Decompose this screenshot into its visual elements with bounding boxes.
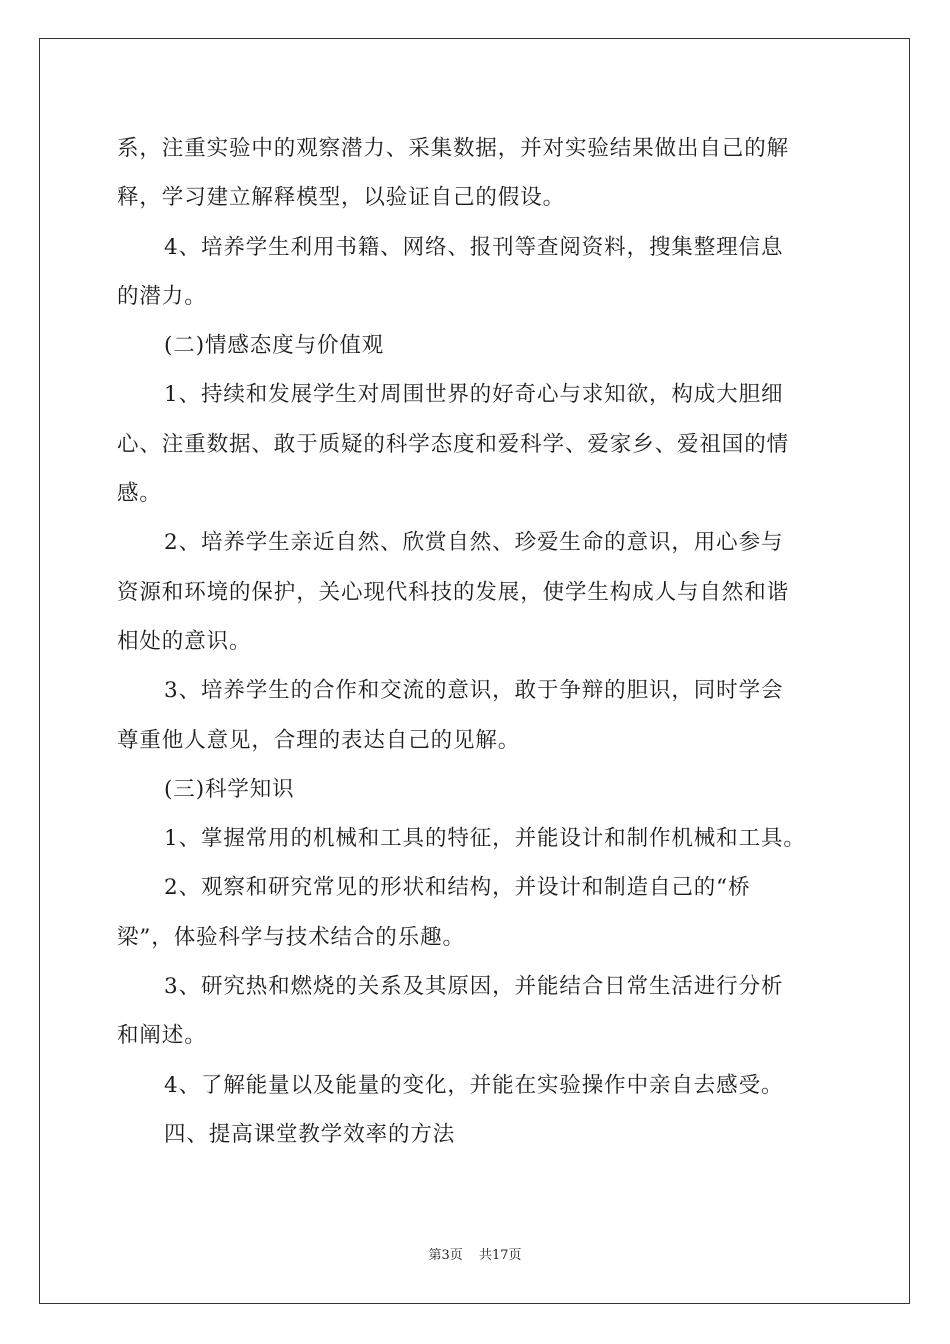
page-number: 第3页 bbox=[428, 1248, 463, 1263]
text-line: (二)情感态度与价值观 bbox=[164, 333, 385, 359]
text-line: 释，学习建立解释模型，以验证自己的假设。 bbox=[117, 185, 566, 211]
document-body bbox=[117, 124, 833, 1159]
text-line: 的潜力。 bbox=[117, 283, 207, 309]
text-line: 4、培养学生利用书籍、网络、报刊等查阅资料，搜集整理信息 bbox=[164, 234, 784, 260]
text-line: 3、培养学生的合作和交流的意识，敢于争辩的胆识，同时学会 bbox=[164, 678, 784, 704]
text-line: 资源和环境的保护，关心现代科技的发展，使学生构成人与自然和谐 bbox=[117, 579, 790, 605]
text-line: 梁”，体验科学与技术结合的乐趣。 bbox=[117, 924, 465, 950]
text-line: 4、了解能量以及能量的变化，并能在实验操作中亲自去感受。 bbox=[164, 1072, 784, 1098]
text-line: 1、持续和发展学生对周围世界的好奇心与求知欲，构成大胆细 bbox=[164, 382, 784, 408]
text-line: 心、注重数据、敢于质疑的科学态度和爱科学、爱家乡、爱祖国的情 bbox=[117, 431, 790, 457]
text-line: 系，注重实验中的观察潜力、采集数据，并对实验结果做出自己的解 bbox=[117, 136, 790, 161]
text-line: 1、掌握常用的机械和工具的特征，并能设计和制作机械和工具。 bbox=[164, 826, 806, 852]
text-line: 2、观察和研究常见的形状和结构，并设计和制造自己的“桥 bbox=[164, 875, 751, 901]
page-footer bbox=[0, 1247, 950, 1265]
text-line: 四、提高课堂教学效率的方法 bbox=[164, 1121, 456, 1147]
text-line: 和阐述。 bbox=[117, 1023, 207, 1049]
text-line: 2、培养学生亲近自然、欣赏自然、珍爱生命的意识，用心参与 bbox=[164, 530, 784, 556]
text-line: 感。 bbox=[117, 481, 162, 507]
text-line: (三)科学知识 bbox=[164, 776, 295, 802]
page-total: 共17页 bbox=[478, 1248, 522, 1263]
text-line: 尊重他人意见，合理的表达自己的见解。 bbox=[117, 727, 521, 753]
text-line: 相处的意识。 bbox=[117, 628, 252, 654]
text-line: 3、研究热和燃烧的关系及其原因，并能结合日常生活进行分析 bbox=[164, 974, 784, 1000]
